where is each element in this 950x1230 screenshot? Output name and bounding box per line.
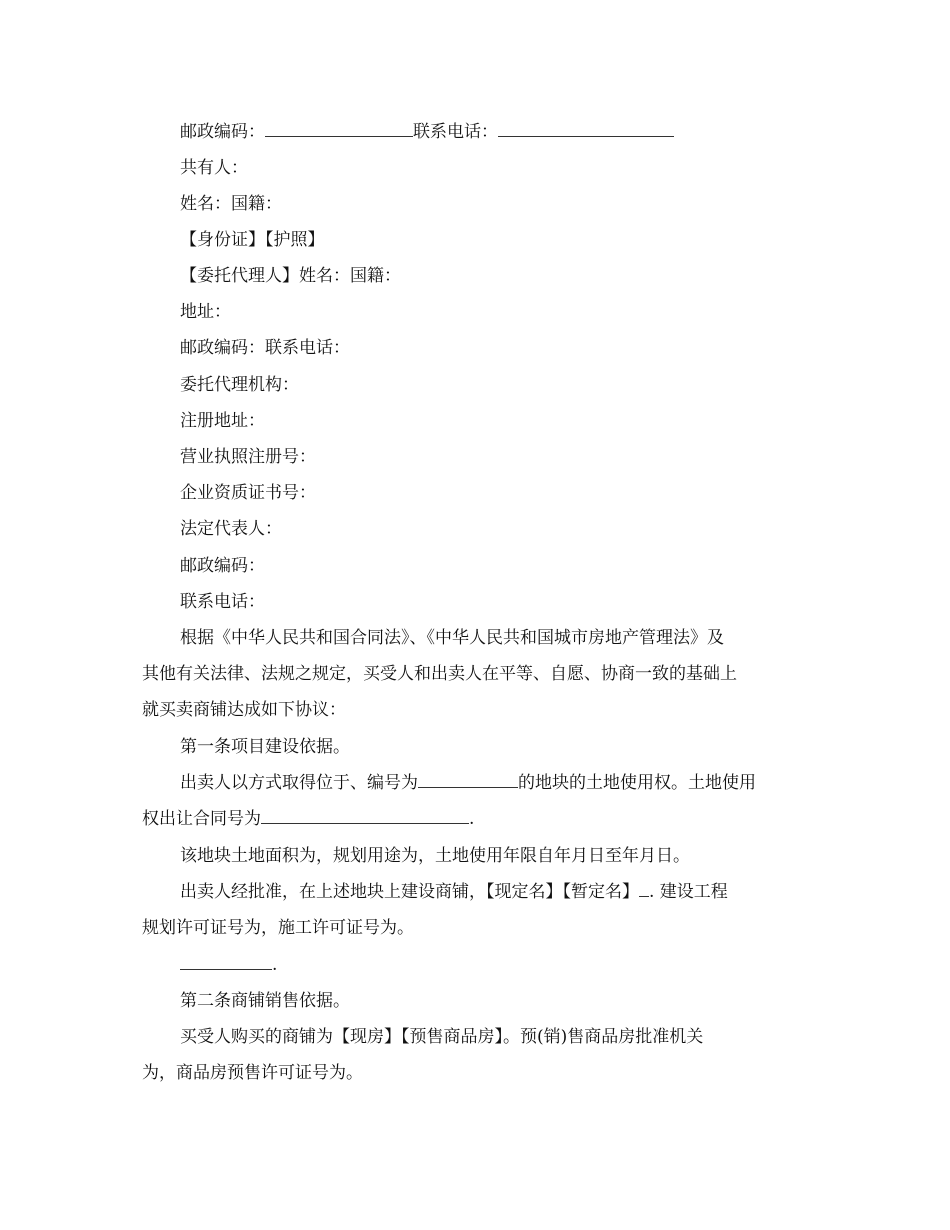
article-1-title: 第一条项目建设依据。 — [180, 737, 350, 757]
contract-number-tail: . — [469, 809, 475, 829]
agent-line: 【委托代理人】姓名：国籍： — [180, 266, 401, 286]
land-use-right-text: 的地块的土地使用权。土地使用 — [518, 773, 756, 793]
paragraph-1-line-1: 根据《中华人民共和国合同法》、《中华人民共和国城市房地产管理法》及 — [180, 628, 724, 648]
postal-code-label: 邮政编码： — [180, 122, 265, 142]
paragraph-1-line-3: 就买卖商铺达成如下协议： — [142, 700, 346, 720]
name-nationality-line: 姓名：国籍： — [180, 194, 282, 214]
paragraph-3: 该地块土地面积为，规划用途为，土地使用年限自年月日至年月日。 — [180, 846, 690, 866]
qualification-cert-line: 企业资质证书号： — [180, 483, 316, 503]
paragraph-4-line-1 — [180, 881, 807, 903]
agency-line: 委托代理机构： — [180, 375, 299, 395]
id-passport-line: 【身份证】【护照】 — [180, 230, 325, 250]
paragraph-1-line-2: 其他有关法律、法规之规定，买受人和出卖人在平等、自愿、协商一致的基础上 — [142, 664, 737, 684]
registered-address-line: 注册地址： — [180, 411, 265, 431]
phone-label: 联系电话： — [413, 122, 498, 142]
co-owner-label: 共有人： — [180, 158, 248, 178]
paragraph-6-line-2: 为，商品房预售许可证号为。 — [142, 1063, 363, 1083]
article-2-title: 第二条商铺销售依据。 — [180, 991, 350, 1011]
paragraph-2-line-2 — [142, 808, 807, 830]
parcel-number-blank — [418, 772, 518, 788]
permit-blank — [180, 954, 272, 970]
paragraph-5 — [180, 954, 807, 976]
postal-phone-line — [180, 121, 807, 143]
business-license-line: 营业执照注册号： — [180, 447, 316, 467]
name-blank — [639, 881, 649, 897]
approval-text: 出卖人经批准，在上述地块上建设商铺，【现定名】【暂定名】 — [180, 882, 639, 902]
phone-blank — [498, 121, 674, 137]
address-line: 地址： — [180, 302, 231, 322]
contact-phone-line: 联系电话： — [180, 592, 265, 612]
permit-tail: . — [272, 955, 278, 975]
legal-rep-line: 法定代表人： — [180, 519, 282, 539]
paragraph-6-line-1: 买受人购买的商铺为【现房】【预售商品房】。预(销)售商品房批准机关 — [180, 1027, 704, 1047]
contract-number-blank — [261, 808, 469, 824]
postal-code-blank — [265, 121, 413, 137]
paragraph-2-line-1 — [180, 772, 807, 794]
land-source-text: 出卖人以方式取得位于、编号为 — [180, 773, 418, 793]
paragraph-4-line-2: 规划许可证号为，施工许可证号为。 — [142, 918, 414, 938]
postal-code-line: 邮政编码： — [180, 556, 265, 576]
postal-phone-line-2: 邮政编码：联系电话： — [180, 338, 350, 358]
construction-text: . 建设工程 — [649, 882, 728, 902]
contract-number-label: 权出让合同号为 — [142, 809, 261, 829]
